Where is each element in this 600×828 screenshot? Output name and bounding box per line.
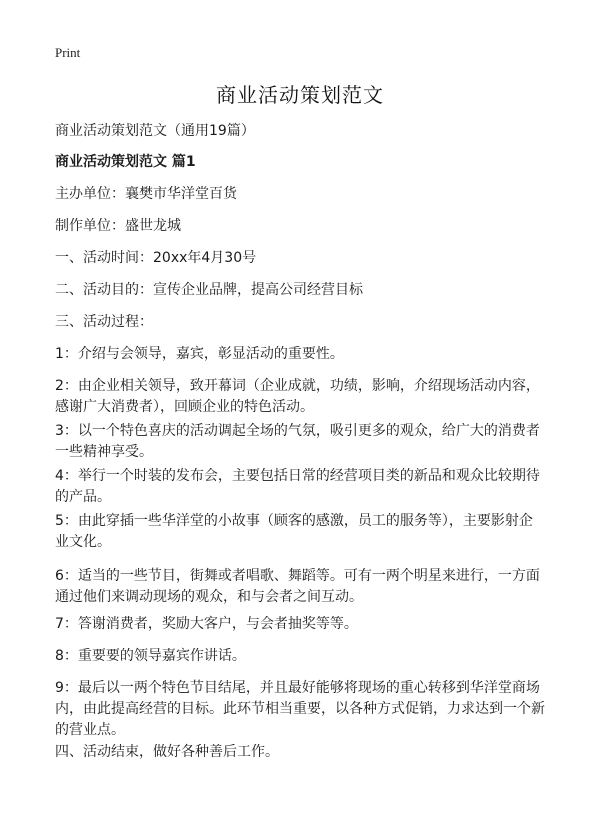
paragraph-producer: 制作单位：盛世龙城 [55,218,181,234]
document-title: 商业活动策划范文 [216,83,384,107]
paragraph-activity-time: 一、活动时间：20xx年4月30号 [55,250,257,266]
paragraph-step-2: 2：由企业相关领导，致开幕词（企业成就，功绩，影响，介绍现场活动内容，感谢广大消费者），回顾企业的特色活动。 [55,378,540,415]
paragraph-activity-purpose: 二、活动目的：宣传企业品牌，提高公司经营目标 [55,282,363,298]
paragraph-step-5: 5：由此穿插一些华洋堂的小故事（顾客的感激，员工的服务等），主要影射企业文化。 [55,513,533,550]
paragraph-step-6: 6：适当的一些节目，街舞或者唱歌、舞蹈等。可有一两个明星来进行，一方面通过他们来调动现场的观众，和与会者之间互动。 [55,568,540,605]
paragraph-step-8: 8：重要要的领导嘉宾作讲话。 [55,648,246,664]
paragraph-step-4: 4：举行一个时装的发布会，主要包括日常的经营项目类的新品和观众比较期待的产品。 [55,468,540,505]
document-subtitle: 商业活动策划范文（通用19篇） [55,123,255,139]
paragraph-step-3: 3：以一个特色喜庆的活动调起全场的气氛，吸引更多的观众，给广大的消费者一些精神享受。 [55,423,540,460]
paragraph-activity-process: 三、活动过程： [55,314,153,330]
print-label: Print [55,45,81,60]
paragraph-step-1: 1：介绍与会领导，嘉宾，彰显活动的重要性。 [55,346,344,362]
paragraph-step-9: 9：最后以一两个特色节目结尾，并且最好能够将现场的重心转移到华洋堂商场内，由此提高经营的目标。此环节相当重要，以各种方式促销，力求达到一个新的营业点。 [55,680,545,738]
paragraph-organizer: 主办单位：襄樊市华洋堂百货 [55,186,237,202]
paragraph-step-7: 7：答谢消费者，奖励大客户，与会者抽奖等等。 [55,616,358,632]
section-heading: 商业活动策划范文 篇1 [55,154,196,170]
paragraph-activity-end: 四、活动结束，做好各种善后工作。 [55,744,279,760]
